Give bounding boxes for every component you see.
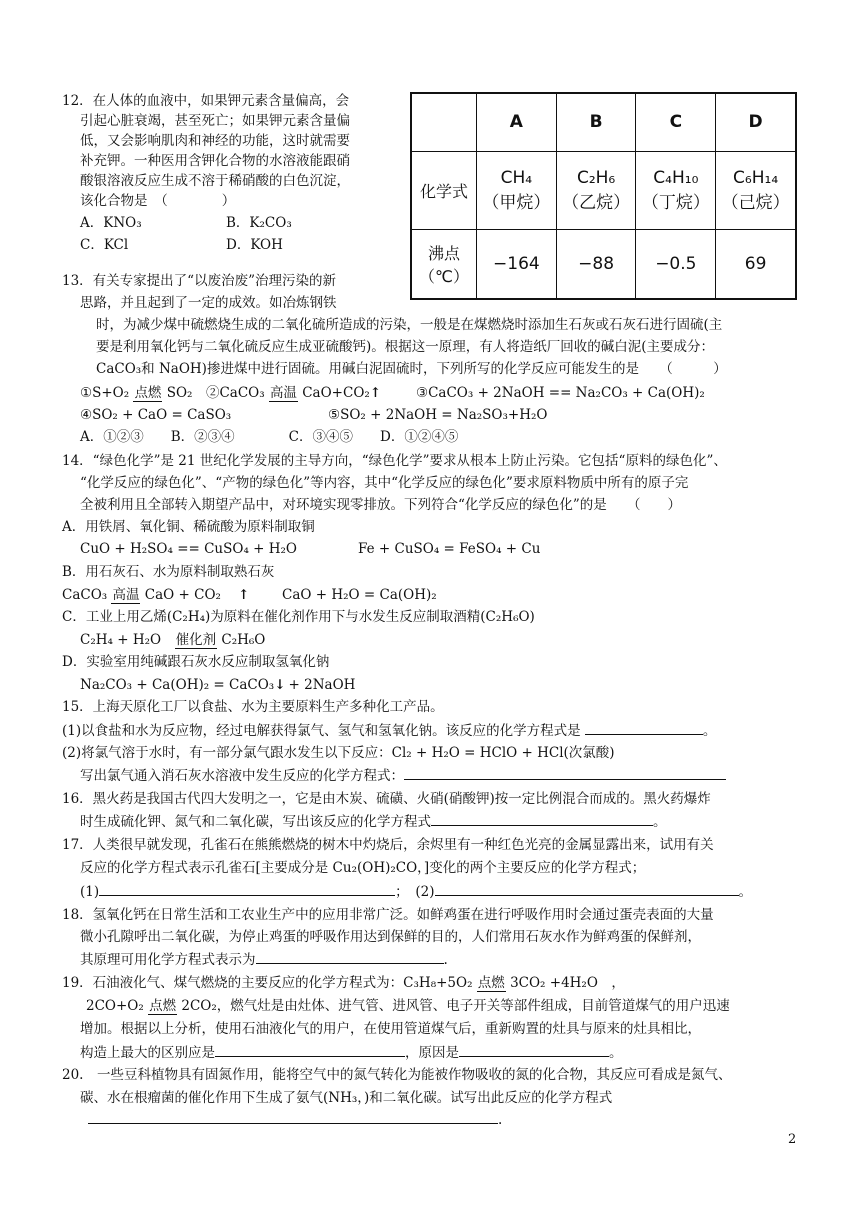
q19-part1-answer-blank[interactable] — [215, 1043, 405, 1057]
q17-part2-label: ； (2) — [395, 884, 435, 900]
q19-line-2 — [86, 997, 730, 1015]
q19-eq2-condition: 点燃 — [149, 998, 177, 1014]
q13-equations-row-1 — [80, 384, 380, 402]
d-eq-prefix: Na₂CO₃ + Ca(OH)₂ = CaCO₃ — [80, 677, 275, 693]
eq2-suffix: CaO+CO₂ — [297, 385, 370, 401]
q14-option-a-eq1: CuO + H₂SO₄ == CuSO₄ + H₂O — [80, 541, 298, 557]
q13-eq4: ④SO₂ + CaO = CaSO₃ — [80, 407, 232, 423]
boiling-point-table — [410, 92, 797, 300]
q14-line-1: 14．“绿色化学”是 21 世纪化学发展的主导方向，“绿色化学”要求从根本上防止污染。它包括“原料的绿色化”、 — [62, 453, 727, 469]
q16-answer-blank[interactable] — [431, 812, 653, 826]
boiling-label: 沸点 — [427, 243, 460, 263]
q15-part1-end: 。 — [702, 723, 717, 739]
q14-option-b-eq2: CaO + H₂O = Ca(OH)₂ — [282, 587, 437, 603]
eq1-suffix: SO₂ ②CaCO₃ — [162, 385, 269, 401]
q14-option-a-eq2: Fe + CuSO₄ = FeSO₄ + Cu — [358, 541, 541, 557]
q17-line-1: 17．人类很早就发现，孔雀石在熊熊燃烧的树木中灼烧后，余烬里有一种红色光亮的金属显露出来，试用有关 — [62, 837, 714, 853]
gas-up-arrow-icon: ↑ — [369, 385, 382, 401]
b-eq1-prefix: CaCO₃ — [62, 587, 112, 603]
q20-line-3 — [88, 1110, 502, 1129]
q13-line-3: 时，为减少煤中硫燃烧生成的二氧化硫所造成的污染，一般是在煤燃烧时添加生石灰或石灰石进行固硫(主 — [96, 317, 723, 333]
table-cell-formula-d — [716, 151, 796, 229]
q20-line-1: 20. 一些豆科植物具有固氮作用，能将空气中的氮气转化为能被作物吸收的氮的化合物，其反应可看成是氮气、 — [62, 1067, 732, 1083]
q18-line-1: 18．氢氧化钙在日常生活和工农业生产中的应用非常广泛。如鲜鸡蛋在进行呼吸作用时会通过蛋壳表面的大量 — [62, 907, 714, 923]
q13-line-5: CaCO₃和 NaOH)掺进煤中进行固硫。用碱白泥固硫时，下列所写的化学反应可能发生的是 （ ） — [96, 361, 727, 377]
q19-part1-text: 构造上最大的区别应是 — [80, 1045, 215, 1061]
q18-answer-blank[interactable] — [256, 950, 444, 964]
q12-option-b: B．K₂CO₃ — [226, 215, 292, 231]
q15-part1-answer-blank[interactable] — [585, 721, 703, 735]
precipitate-down-arrow-icon: ↓ — [274, 677, 286, 693]
table-header-b: B — [556, 93, 636, 151]
b-eq1-suffix: CaO + CO₂ — [140, 587, 221, 603]
q16-text: 时生成硫化钾、氮气和二氧化碳，写出该反应的化学方程式 — [80, 814, 431, 830]
q19-line-3: 增加。根据以上分析，使用石油液化气的用户，在使用管道煤气后，重新购置的灶具与原来的灶具相比， — [80, 1021, 701, 1037]
q15-line-3: (2)将氯气溶于水时，有一部分氯气跟水发生以下反应：Cl₂ + H₂O = HClO + HCl(次氯酸) — [62, 745, 615, 761]
c-eq-condition: 催化剂 — [175, 632, 217, 648]
table-header-a: A — [477, 93, 557, 151]
eq2-condition: 高温 — [269, 385, 297, 401]
q15-part2-text: 写出氯气通入消石灰水溶液中发生反应的化学方程式： — [80, 768, 404, 784]
q14-option-b-title: B．用石灰石、水为原料制取熟石灰 — [62, 564, 275, 580]
q12-line-2: 引起心脏衰竭，甚至死亡；如果钾元素含量偏 — [80, 113, 350, 129]
q12-line-5: 酸银溶液反应生成不溶于稀硝酸的白色沉淀， — [80, 173, 350, 189]
q19-eq2-prefix: 2CO+O₂ — [86, 998, 149, 1014]
table-cell-bp-d: 69 — [716, 229, 796, 299]
formula-text: CH₄ — [500, 167, 533, 188]
gas-up-arrow-icon: ↑ — [238, 587, 250, 603]
table-cell-bp-b: −88 — [556, 229, 636, 299]
q17-line-2: 反应的化学方程式表示孔雀石[主要成分是 Cu₂(OH)₂CO，]变化的两个主要反应的化学方程式； — [80, 860, 646, 876]
c-eq-prefix: C₂H₄ + H₂O — [80, 632, 175, 648]
q18-line-2: 微小孔隙呼出二氧化碳，为停止鸡蛋的呼吸作用达到保鲜的目的，人们常用石灰水作为鲜鸡蛋的保鲜剂， — [80, 929, 701, 945]
q14-option-c-title: C．工业上用乙烯(C₂H₄)为原料在催化剂作用下与水发生反应制取酒精(C₂H₆O) — [62, 609, 535, 625]
table-cell-formula-b — [556, 151, 636, 229]
q12-line-3: 低，又会影响肌肉和神经的功能，这时就需要 — [80, 133, 350, 149]
name-text: （丁烷） — [641, 192, 710, 213]
q20-line-2: 碳、水在根瘤菌的催化作用下生成了氨气(NH₃，)和二氧化碳。试写出此反应的化学方程式 — [80, 1090, 613, 1106]
q19-eq1-prefix: 19．石油液化气、煤气燃烧的主要反应的化学方程式为：C₃H₈+5O₂ — [62, 975, 477, 991]
q19-part2-text: ，原因是 — [405, 1045, 459, 1061]
q20-end: . — [498, 1112, 503, 1128]
q16-end: 。 — [653, 814, 667, 830]
q13-line-1: 13．有关专家提出了“以废治废”治理污染的新 — [62, 273, 336, 289]
q18-end: . — [443, 952, 448, 968]
q14-option-a-title: A．用铁屑、氧化铜、稀硫酸为原料制取铜 — [62, 519, 315, 535]
q15-line-1: 15．上海天原化工厂以食盐、水为主要原料生产多种化工产品。 — [62, 699, 444, 715]
q13-options: A．①②③ B．②③④ C．③④⑤ D．①②④⑤ — [80, 429, 459, 445]
formula-text: C₆H₁₄ — [733, 167, 779, 188]
table-row-label-formula: 化学式 — [411, 151, 477, 229]
q19-line-4 — [80, 1043, 623, 1062]
table-cell-formula-a — [477, 151, 557, 229]
q19-line-1 — [62, 974, 625, 992]
q12-line-6: 该化合物是 （ ） — [80, 193, 236, 209]
q17-part2-answer-blank[interactable] — [435, 882, 739, 896]
name-text: （乙烷） — [562, 192, 631, 213]
table-cell-bp-c: −0.5 — [636, 229, 716, 299]
q15-line-2 — [62, 721, 716, 740]
q14-option-d-title: D．实验室用纯碱跟石灰水反应制取氢氧化钠 — [62, 654, 330, 670]
table-corner-cell — [411, 93, 477, 151]
c-eq-suffix: C₂H₆O — [217, 632, 266, 648]
q16-line-2 — [80, 812, 667, 831]
q18-text: 其原理可用化学方程式表示为 — [80, 952, 256, 968]
q17-end: 。 — [738, 884, 752, 900]
q16-line-1: 16．黑火药是我国古代四大发明之一，它是由木炭、硫磺、火硝(硝酸钾)按一定比例混合而成的。黑火药爆炸 — [62, 791, 711, 807]
boiling-unit: （℃） — [419, 266, 469, 286]
q17-part1-label: (1) — [80, 884, 100, 900]
q15-line-4 — [80, 766, 726, 785]
eq1-prefix: ①S+O₂ — [80, 385, 134, 401]
q20-answer-blank[interactable] — [88, 1110, 498, 1124]
q12-option-a: A．KNO₃ — [80, 215, 142, 231]
q13-line-2: 思路，并且起到了一定的成效。如冶炼钢铁 — [80, 295, 337, 311]
q12-line-1: 12．在人体的血液中，如果钾元素含量偏高，会 — [62, 93, 350, 109]
q14-option-c-eq — [80, 631, 265, 649]
q19-part2-answer-blank[interactable] — [459, 1043, 609, 1057]
b-eq1-condition: 高温 — [112, 587, 140, 603]
table-header-c: C — [636, 93, 716, 151]
q19-eq2-suffix: 2CO₂，燃气灶是由灶体、进气管、进风管、电子开关等部件组成，目前管道煤气的用户迅速 — [177, 998, 730, 1014]
q13-eq5: ⑤SO₂ + 2NaOH = Na₂SO₃+H₂O — [328, 407, 548, 423]
table-row-label-boiling — [411, 229, 477, 299]
page-number: 2 — [788, 1132, 797, 1147]
formula-text: C₄H₁₀ — [653, 167, 699, 188]
q19-end: 。 — [609, 1045, 623, 1061]
q14-option-b-eq1 — [62, 586, 221, 604]
q17-line-3 — [80, 882, 752, 901]
q18-line-3 — [80, 950, 448, 969]
q12-option-c: C．KCl — [80, 237, 129, 253]
q19-eq1-condition: 点燃 — [477, 975, 505, 991]
q12-line-4: 补充钾。一种医用含钾化合物的水溶液能跟硝 — [80, 153, 350, 169]
q19-eq1-suffix: 3CO₂ +4H₂O ， — [505, 975, 625, 991]
name-text: （己烷） — [721, 192, 790, 213]
q14-option-d-eq — [80, 676, 355, 694]
name-text: （甲烷） — [482, 192, 551, 213]
formula-text: C₂H₆ — [576, 167, 616, 188]
q17-part1-answer-blank[interactable] — [99, 882, 395, 896]
q14-line-2: “化学反应的绿色化”、“产物的绿色化”等内容，其中“化学反应的绿色化”要求原料物质中所有的原子完 — [80, 475, 689, 491]
q13-line-4: 要是利用氧化钙与二氧化硫反应生成亚硫酸钙)。根据这一原理，有人将造纸厂回收的碱白泥(主要成分： — [96, 339, 715, 355]
table-cell-bp-a: −164 — [477, 229, 557, 299]
q13-eq3: ③CaCO₃ + 2NaOH == Na₂CO₃ + Ca(OH)₂ — [416, 385, 705, 401]
d-eq-suffix: + 2NaOH — [284, 677, 356, 693]
q15-part1-text: (1)以食盐和水为反应物，经过电解获得氯气、氢气和氢氧化钠。该反应的化学方程式是 — [62, 723, 581, 739]
q12-option-d: D．KOH — [226, 237, 283, 253]
q15-part2-answer-blank[interactable] — [404, 766, 726, 780]
q14-line-3: 全被利用且全部转入期望产品中，对环境实现零排放。下列符合“化学反应的绿色化”的是 （ ） — [80, 497, 682, 513]
eq1-condition: 点燃 — [134, 385, 162, 401]
table-header-d: D — [716, 93, 796, 151]
table-cell-formula-c — [636, 151, 716, 229]
